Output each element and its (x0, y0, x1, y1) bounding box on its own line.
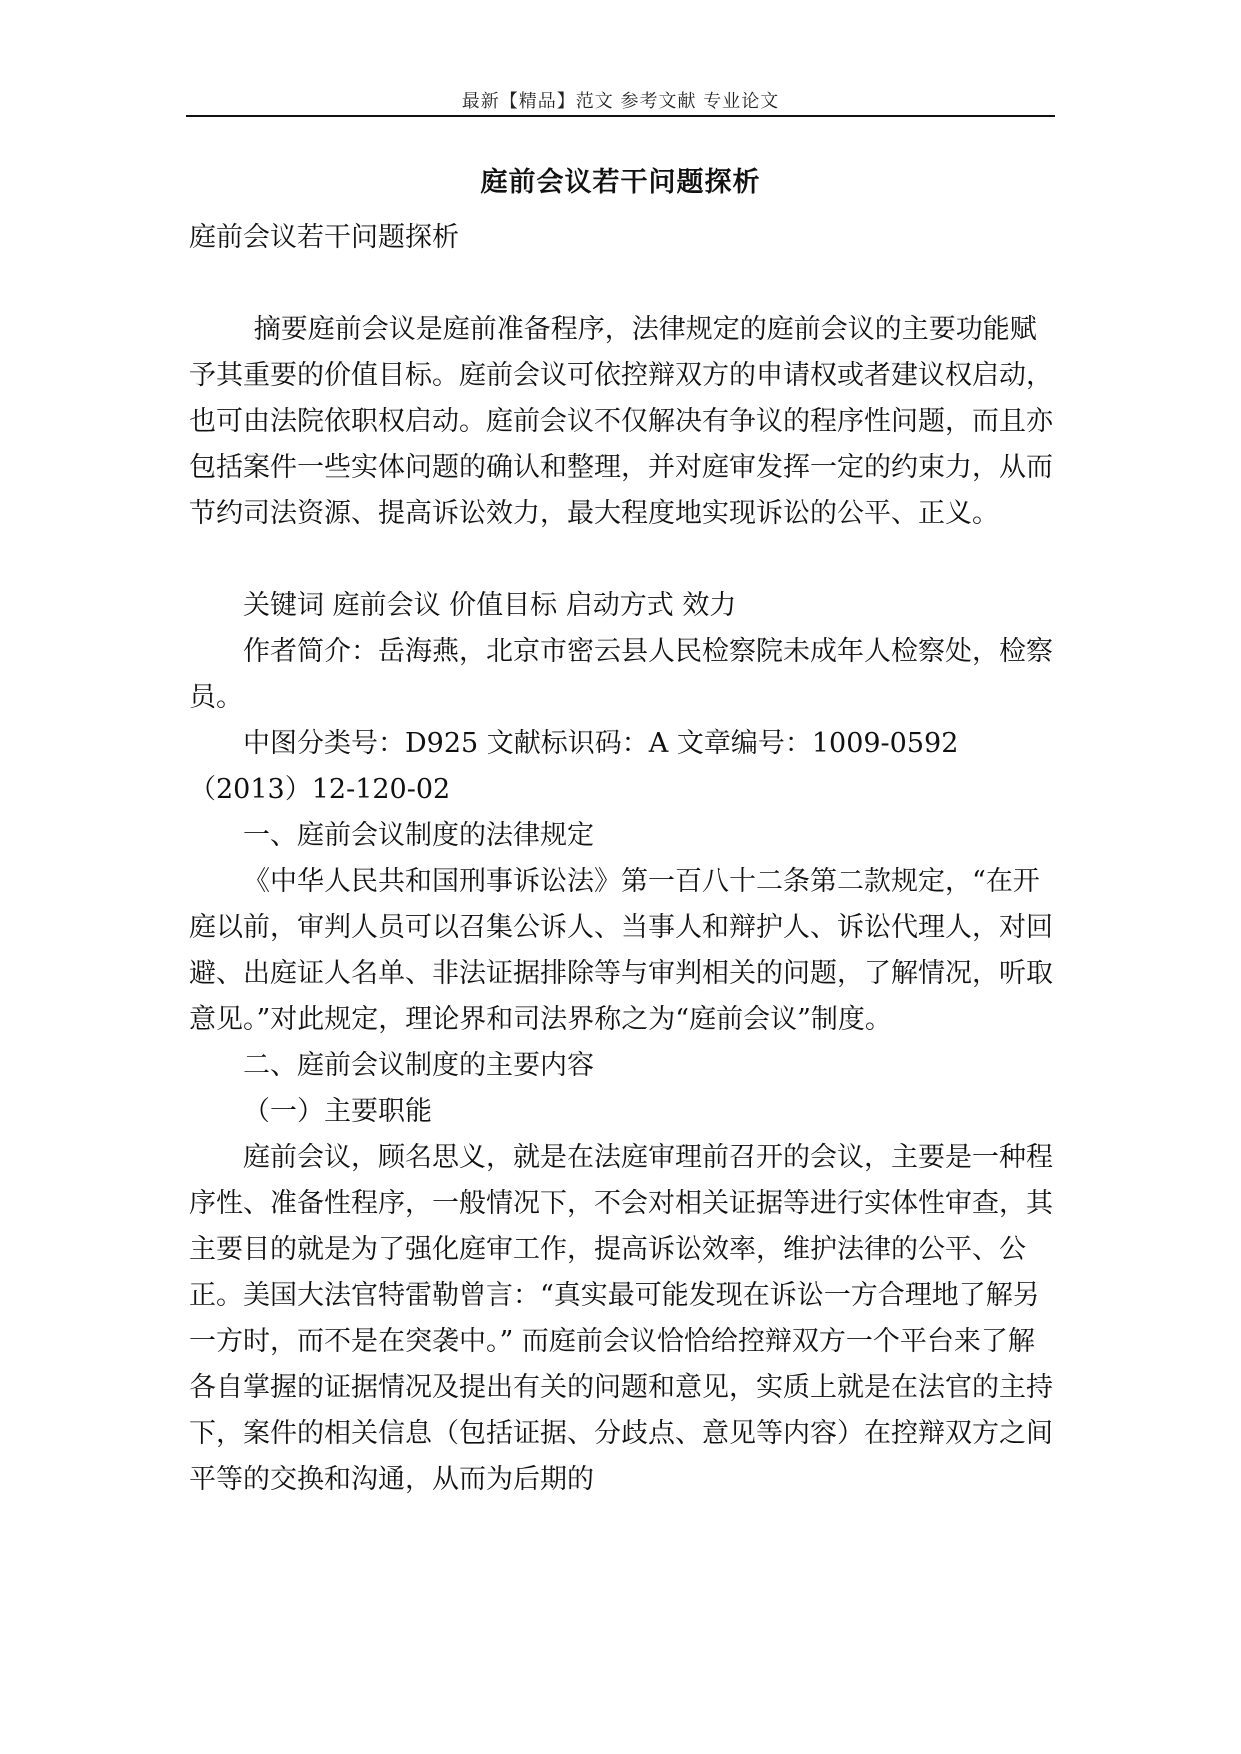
classification-paragraph: 中图分类号：D925 文献标识码：A 文章编号：1009-0592（2013）12-120-02 (189, 728, 959, 805)
keywords-paragraph: 关键词 庭前会议 价值目标 启动方式 效力 (243, 590, 737, 621)
body-paragraph: 庭前会议，顾名思义，就是在法庭审理前召开的会议，主要是一种程序性、准备性程序，一般情况下，不会对相关证据等进行实体性审查，其主要目的就是为了强化庭审工作，提高诉讼效率，维护法律的公平、公正。美国大法官特雷勒曾言：“真实最可能发现在诉讼一方合理地了解另一方时，而不是在突袭中。” 而庭前会议恰恰给控辩双方一个平台来了解各自掌握的证据情况及提出有关的问题和意见，实质上就是在法官的主持下，案件的相关信息（包括证据、分歧点、意见等内容）在控辩双方之间平等的交换和沟通，从而为后期的 (189, 1142, 1053, 1495)
section-heading-2: 二、庭前会议制度的主要内容 (243, 1050, 594, 1081)
body-paragraph: 《中华人民共和国刑事诉讼法》第一百八十二条第二款规定，“在开庭以前，审判人员可以召集公诉人、当事人和辩护人、诉讼代理人，对回避、出庭证人名单、非法证据排除等与审判相关的问题，了解情况，听取意见。”对此规定，理论界和司法界称之为“庭前会议”制度。 (189, 866, 1053, 1035)
document-body (189, 215, 1054, 1503)
author-paragraph: 作者简介：岳海燕，北京市密云县人民检察院未成年人检察处，检察员。 (189, 636, 1053, 713)
page-header: 最新【精品】范文 参考文献 专业论文 (461, 91, 780, 112)
abstract-paragraph: 摘要庭前会议是庭前准备程序，法律规定的庭前会议的主要功能赋予其重要的价值目标。庭前会议可依控辩双方的申请权或者建议权启动，也可由法院依职权启动。庭前会议不仅解决有争议的程序性问题，而且亦包括案件一些实体问题的确认和整理，并对庭审发挥一定的约束力，从而节约司法资源、提高诉讼效力，最大程度地实现诉讼的公平、正义。 (189, 314, 1053, 529)
subsection-heading: （一）主要职能 (243, 1096, 432, 1127)
document-title: 庭前会议若干问题探析 (480, 167, 761, 198)
subtitle-paragraph: 庭前会议若干问题探析 (189, 222, 459, 253)
section-heading-1: 一、庭前会议制度的法律规定 (243, 820, 594, 851)
header-divider (186, 115, 1055, 117)
